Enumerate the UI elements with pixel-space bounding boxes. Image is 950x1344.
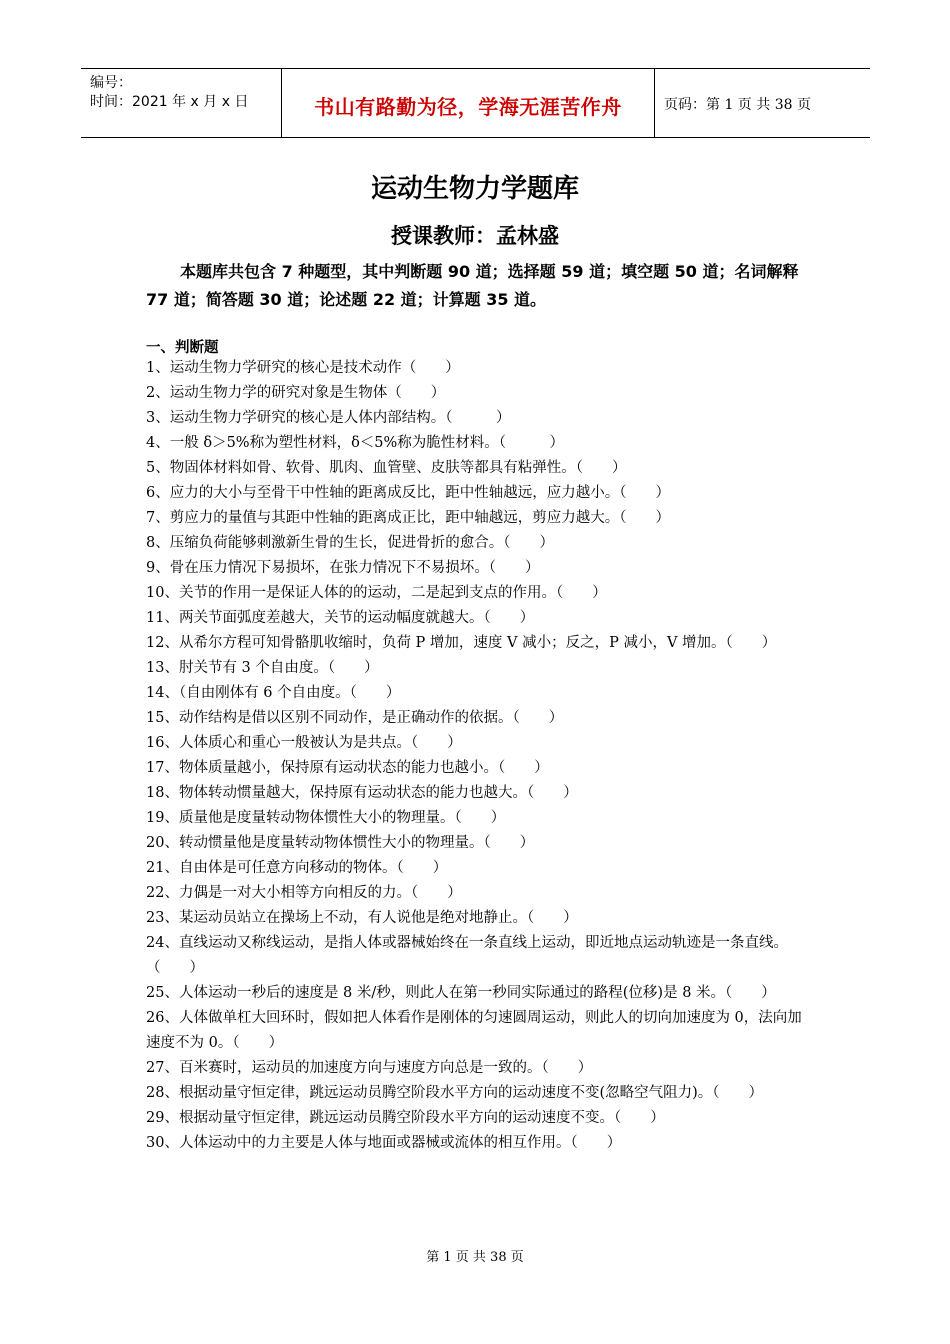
- question-item: 15、动作结构是借以区别不同动作，是正确动作的依据。（ ）: [146, 710, 564, 726]
- page-footer: 第 1 页 共 38 页: [426, 1250, 524, 1265]
- question-item: 4、一般 δ＞5%称为塑性材料，δ＜5%称为脆性材料。（ ）: [146, 435, 565, 451]
- question-item: 2、运动生物力学的研究对象是生物体（ ）: [146, 385, 446, 401]
- section-title: 一、判断题: [146, 340, 219, 356]
- question-item: 30、人体运动中的力主要是人体与地面或器械或流体的相互作用。（ ）: [146, 1135, 622, 1151]
- intro-paragraph: 本题库共包含 7 种题型，其中判断题 90 道；选择题 59 道；填空题 50 道；名词解释 77 道；简答题 30 道；论述题 22 道；计算题 35 道。: [146, 262, 799, 309]
- question-item: 28、根据动量守恒定律，跳远运动员腾空阶段水平方向的运动速度不变(忽略空气阻力)。（ ）: [146, 1085, 764, 1101]
- question-item: 7、剪应力的量值与其距中性轴的距离成正比，距中轴越远，剪应力越大。（ ）: [146, 510, 670, 526]
- header-meta-cell: [81, 69, 281, 137]
- question-item: 17、物体质量越小，保持原有运动状态的能力也越小。（ ）: [146, 760, 549, 776]
- question-item: 3、运动生物力学研究的核心是人体内部结构。（ ）: [146, 410, 511, 426]
- page-info: 页码：第 1 页 共 38 页: [664, 97, 811, 113]
- question-item: 24、直线运动又称线运动，是指人体或器械始终在一条直线上运动，即近地点运动轨迹是一条直线。（ ）: [146, 935, 788, 976]
- question-list: [146, 356, 812, 1156]
- document-subtitle: 授课教师：孟林盛: [391, 224, 559, 248]
- question-item: 25、人体运动一秒后的速度是 8 米/秒，则此人在第一秒同实际通过的路程(位移)是 8 米。（ ）: [146, 985, 776, 1001]
- code-label: 编号：: [90, 75, 132, 91]
- question-item: 14、（自由刚体有 6 个自由度。（ ）: [146, 685, 401, 701]
- header-page-cell: [654, 69, 870, 137]
- question-item: 29、根据动量守恒定律，跳远运动员腾空阶段水平方向的运动速度不变。（ ）: [146, 1110, 665, 1126]
- question-item: 23、某运动员站立在操场上不动，有人说他是绝对地静止。（ ）: [146, 910, 578, 926]
- question-item: 26、人体做单杠大回环时，假如把人体看作是刚体的匀速圆周运动，则此人的切向加速度为 0，法向加速度不为 0。（ ）: [146, 1010, 802, 1051]
- header-motto-cell: [281, 69, 655, 137]
- question-item: 22、力偶是一对大小相等方向相反的力。（ ）: [146, 885, 462, 901]
- document-title: 运动生物力学题库: [370, 174, 579, 204]
- question-item: 12、从希尔方程可知骨骼肌收缩时，负荷 P 增加，速度 V 减小；反之，P 减小，V 增加。（ ）: [146, 635, 777, 651]
- question-item: 10、关节的作用一是保证人体的的运动，二是起到支点的作用。（ ）: [146, 585, 607, 601]
- date-label: 时间：2021 年 x 月 x 日: [90, 94, 249, 110]
- question-item: 27、百米赛时，运动员的加速度方向与速度方向总是一致的。（ ）: [146, 1060, 593, 1076]
- question-item: 21、自由体是可任意方向移动的物体。（ ）: [146, 860, 448, 876]
- header-table: [81, 68, 870, 138]
- question-item: 13、肘关节有 3 个自由度。（ ）: [146, 660, 379, 676]
- question-item: 6、应力的大小与至骨干中性轴的距离成反比，距中性轴越远，应力越小。（ ）: [146, 485, 670, 501]
- question-item: 1、运动生物力学研究的核心是技术动作（ ）: [146, 360, 460, 376]
- question-item: 16、人体质心和重心一般被认为是共点。（ ）: [146, 735, 462, 751]
- question-item: 11、两关节面弧度差越大，关节的运动幅度就越大。（ ）: [146, 610, 535, 626]
- question-item: 9、骨在压力情况下易损坏，在张力情况下不易损坏。（ ）: [146, 560, 540, 576]
- question-item: 20、转动惯量他是度量转动物体惯性大小的物理量。（ ）: [146, 835, 535, 851]
- question-item: 18、物体转动惯量越大，保持原有运动状态的能力也越大。（ ）: [146, 785, 578, 801]
- question-item: 19、质量他是度量转动物体惯性大小的物理量。（ ）: [146, 810, 506, 826]
- question-item: 5、物固体材料如骨、软骨、肌肉、血管壁、皮肤等都具有粘弹性。（ ）: [146, 460, 627, 476]
- motto: 书山有路勤为径，学海无涯苦作舟: [314, 95, 622, 119]
- question-item: 8、压缩负荷能够刺激新生骨的生长，促进骨折的愈合。（ ）: [146, 535, 554, 551]
